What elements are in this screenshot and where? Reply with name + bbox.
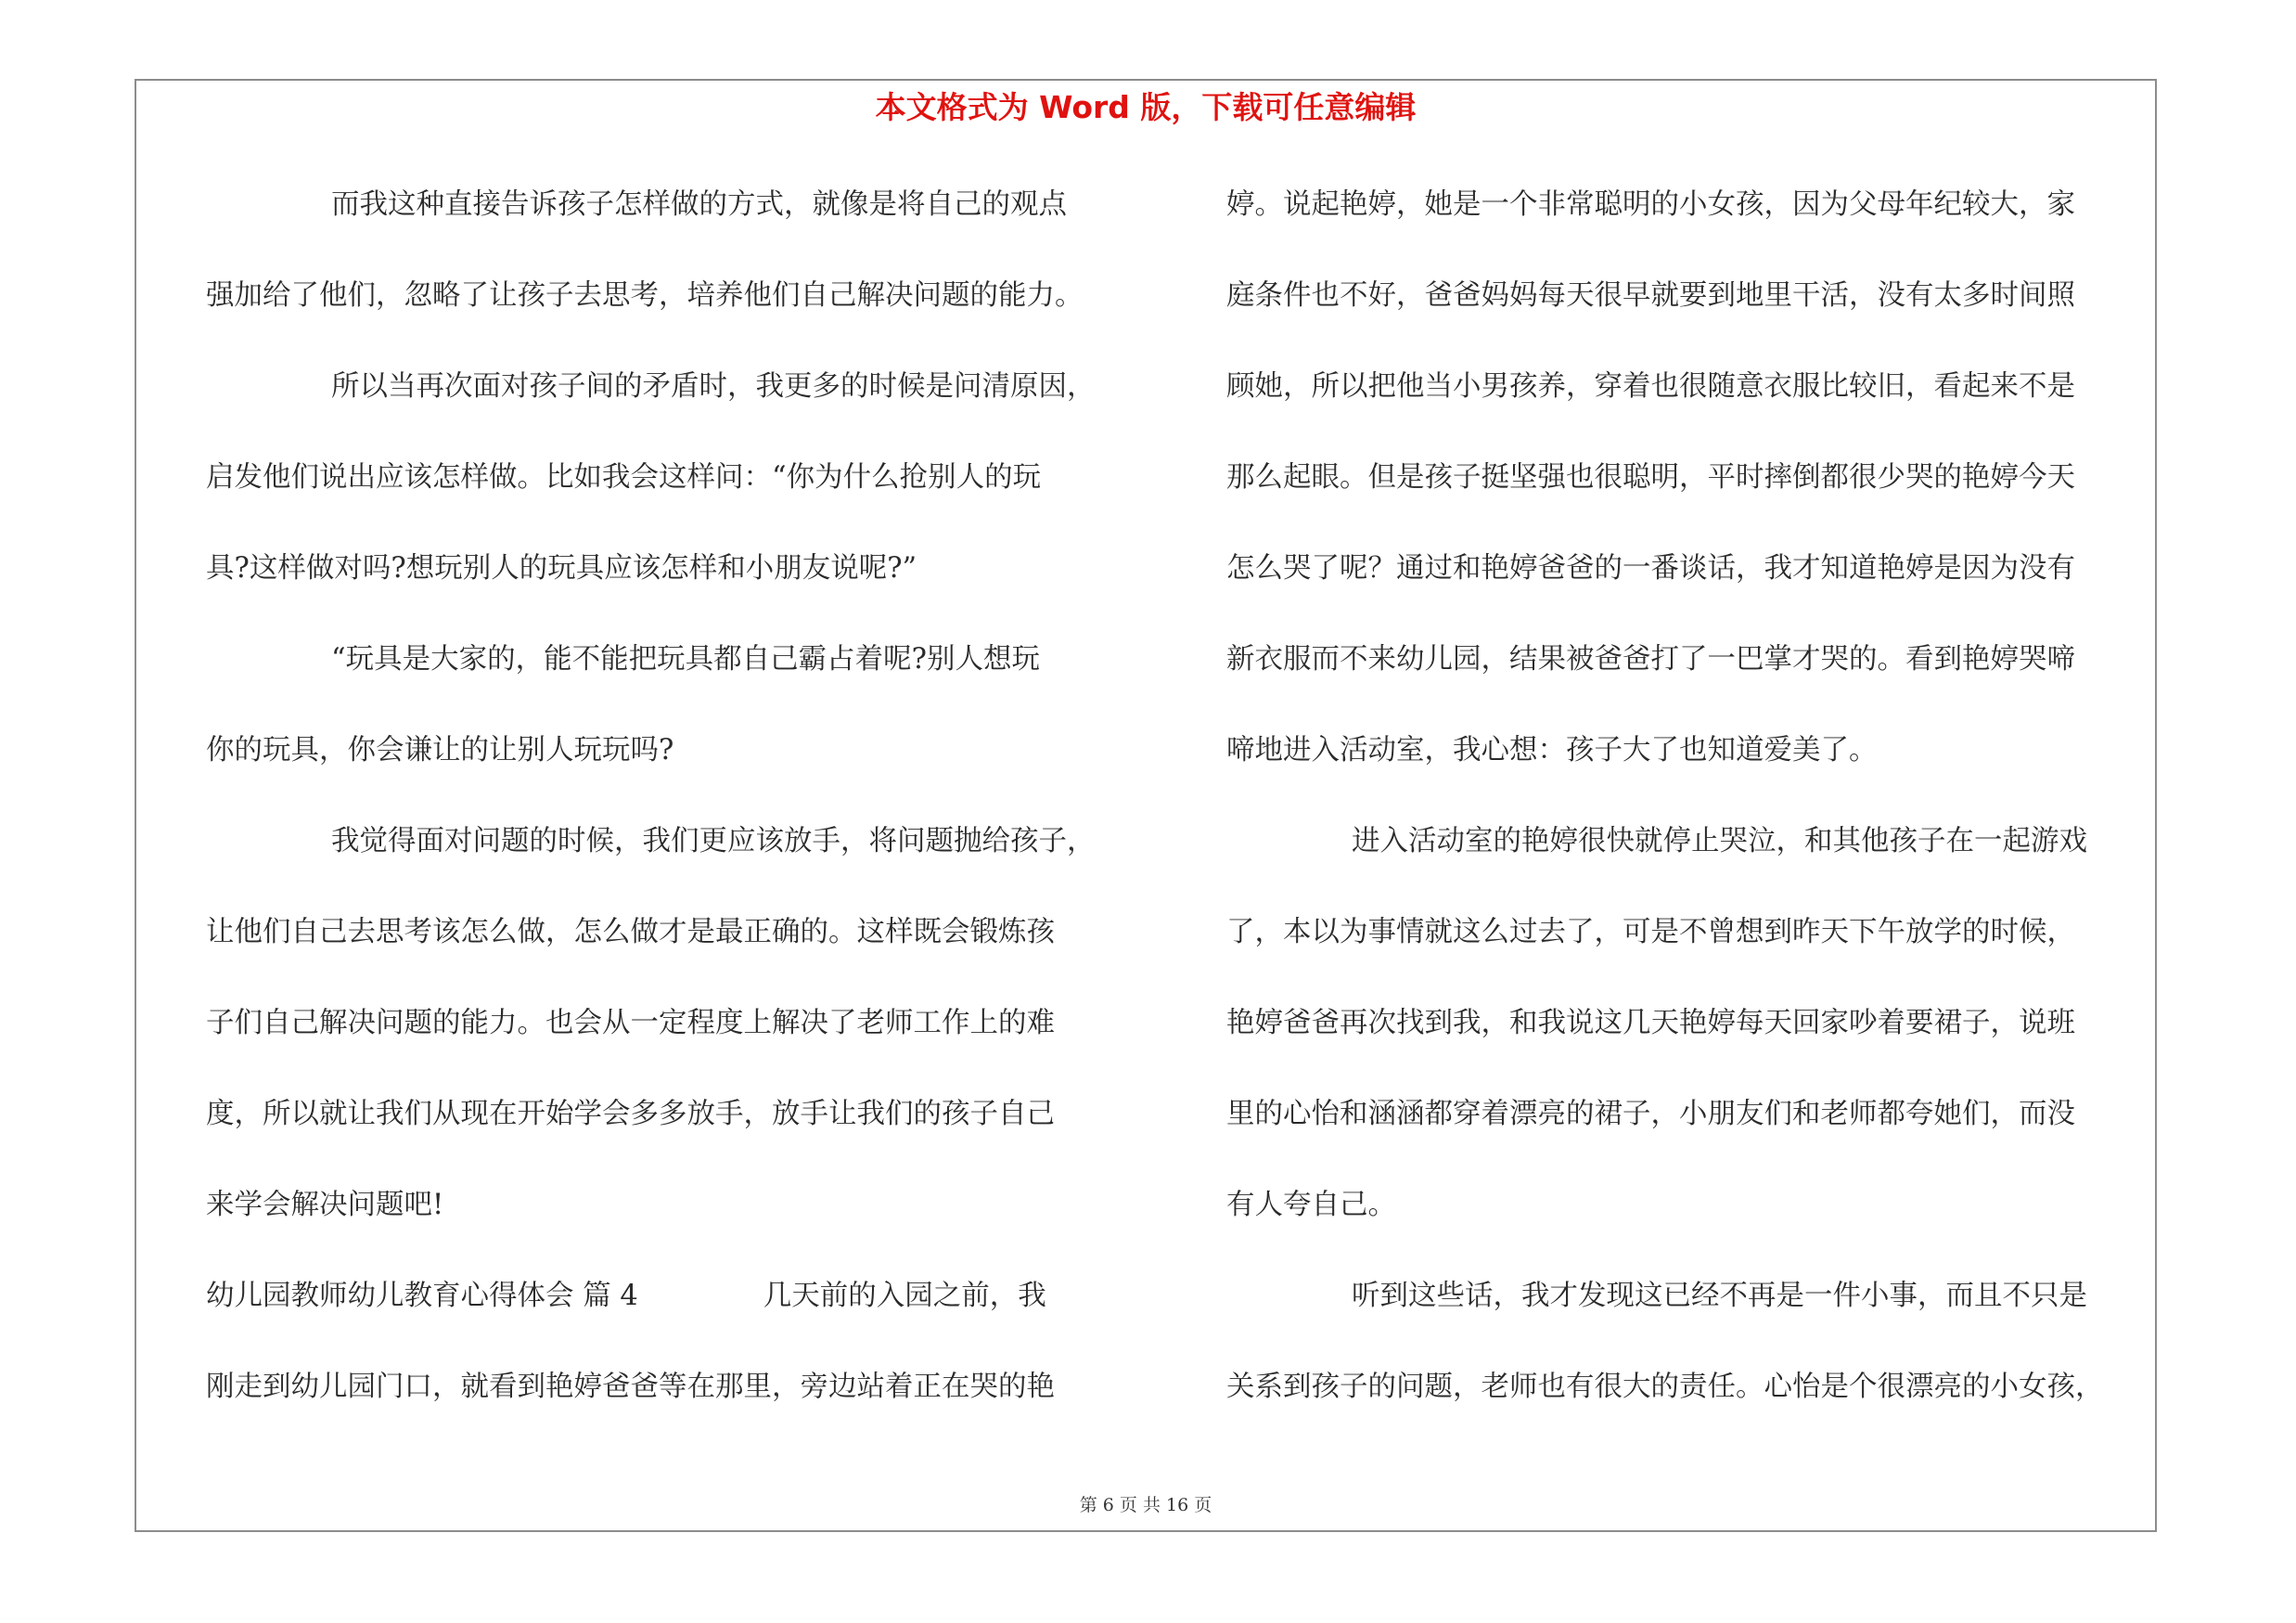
text-line: 我觉得面对问题的时候，我们更应该放手，将问题抛给孩子，: [331, 825, 1096, 857]
text-line: 怎么哭了呢？通过和艳婷爸爸的一番谈话，我才知道艳婷是因为没有: [1226, 552, 2075, 585]
text-line: 你的玩具，你会谦让的让别人玩玩吗?: [206, 734, 674, 766]
text-line: 让他们自己去思考该怎么做，怎么做才是最正确的。这样既会锻炼孩: [206, 916, 1055, 948]
text-line: “玩具是大家的，能不能把玩具都自己霸占着呢?别人想玩: [331, 643, 1040, 676]
text-line: 子们自己解决问题的能力。也会从一定程度上解决了老师工作上的难: [206, 1007, 1055, 1039]
text-line: 具?这样做对吗?想玩别人的玩具应该怎样和小朋友说呢?”: [206, 552, 917, 585]
left-column: [206, 182, 1143, 1455]
text-line: 里的心怡和涵涵都穿着漂亮的裙子，小朋友们和老师都夸她们，而没: [1226, 1098, 2075, 1130]
text-line: 强加给了他们，忽略了让孩子去思考，培养他们自己解决问题的能力。: [206, 279, 1084, 312]
text-line: 新衣服而不来幼儿园，结果被爸爸打了一巴掌才哭的。看到艳婷哭啼: [1226, 643, 2075, 676]
text-line: 庭条件也不好，爸爸妈妈每天很早就要到地里干活，没有太多时间照: [1226, 279, 2075, 312]
text-line: 听到这些话，我才发现这已经不再是一件小事，而且不只是: [1352, 1280, 2087, 1312]
text-line: 顾她，所以把他当小男孩养，穿着也很随意衣服比较旧，看起来不是: [1226, 370, 2075, 403]
page-number: 第 6 页 共 16 页: [1079, 1495, 1212, 1515]
text-line: 婷。说起艳婷，她是一个非常聪明的小女孩，因为父母年纪较大，家: [1226, 188, 2075, 221]
text-line: 来学会解决问题吧!: [206, 1189, 444, 1221]
text-line: 刚走到幼儿园门口，就看到艳婷爸爸等在那里，旁边站着正在哭的艳: [206, 1371, 1055, 1403]
text-line: 度，所以就让我们从现在开始学会多多放手，放手让我们的孩子自己: [206, 1098, 1055, 1130]
right-column: [1226, 182, 2163, 1455]
text-line: 而我这种直接告诉孩子怎样做的方式，就像是将自己的观点: [331, 188, 1067, 221]
text-line: 启发他们说出应该怎样做。比如我会这样问：“你为什么抢别人的玩: [206, 461, 1042, 494]
text-line: 所以当再次面对孩子间的矛盾时，我更多的时候是问清原因，: [331, 370, 1096, 403]
text-line: 了，本以为事情就这么过去了，可是不曾想到昨天下午放学的时候，: [1226, 916, 2075, 948]
text-line: 有人夸自己。: [1226, 1189, 1396, 1221]
text-line: 关系到孩子的问题，老师也有很大的责任。心怡是个很漂亮的小女孩，: [1226, 1371, 2104, 1403]
text-line: 那么起眼。但是孩子挺坚强也很聪明，平时摔倒都很少哭的艳婷今天: [1226, 461, 2075, 494]
text-line: 啼地进入活动室，我心想：孩子大了也知道爱美了。: [1226, 734, 1878, 766]
text-line: 进入活动室的艳婷很快就停止哭泣，和其他孩子在一起游戏: [1352, 825, 2087, 857]
text-line: 艳婷爸爸再次找到我，和我说这几天艳婷每天回家吵着要裙子，说班: [1226, 1007, 2075, 1039]
format-banner: 本文格式为 Word 版，下载可任意编辑: [875, 89, 1417, 125]
section-intro-text: 几天前的入园之前，我: [763, 1280, 1046, 1312]
section-heading: 幼儿园教师幼儿教育心得体会 篇 4: [206, 1280, 638, 1312]
section-heading-line: [206, 1273, 1143, 1319]
